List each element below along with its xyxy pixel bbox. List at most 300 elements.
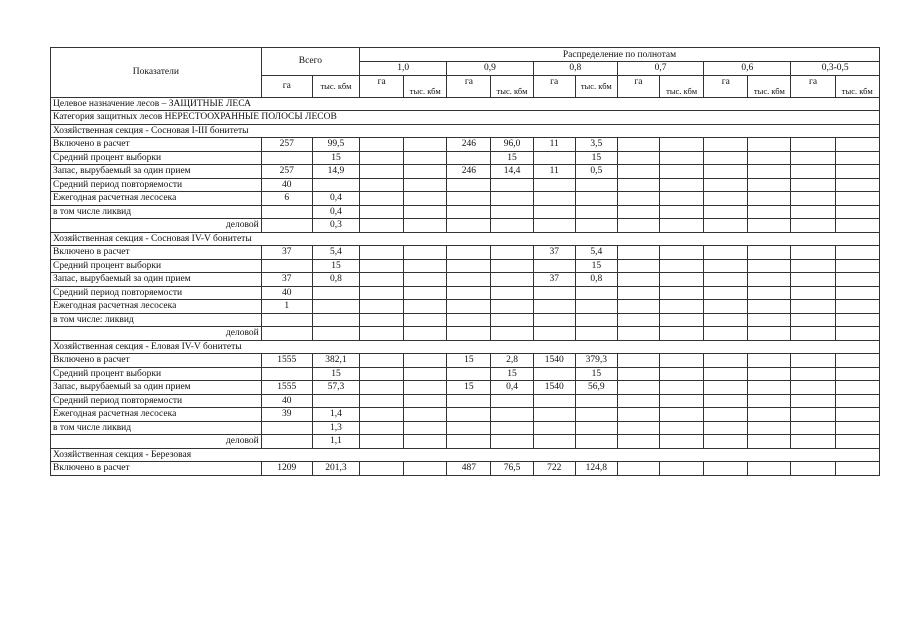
- cell-d08-ha: [533, 192, 575, 206]
- cell-total-vol: 1,3: [312, 421, 359, 435]
- cell-d06-ha: [704, 381, 748, 395]
- cell-d06-vol: [748, 300, 791, 314]
- header-total: Всего: [261, 48, 359, 76]
- cell-d06-ha: [704, 219, 748, 233]
- section-title-row: [51, 340, 880, 354]
- cell-d06-vol: [748, 367, 791, 381]
- cell-d03-ha: [791, 313, 835, 327]
- cell-d09-vol: [491, 286, 533, 300]
- cell-total-vol: 1,4: [312, 408, 359, 422]
- cell-d06-ha: [704, 367, 748, 381]
- header-ha: га: [791, 75, 835, 97]
- cell-d10-ha: [360, 462, 404, 476]
- row-label: Ежегодная расчетная лесосека: [51, 192, 262, 206]
- cell-d03-vol: [835, 219, 879, 233]
- cell-d09-ha: 246: [447, 138, 491, 152]
- table-row: [51, 462, 880, 476]
- cell-d09-vol: 76,5: [491, 462, 533, 476]
- row-label: Включено в расчет: [51, 138, 262, 152]
- cell-d09-vol: [491, 394, 533, 408]
- table-row: [51, 138, 880, 152]
- cell-d03-ha: [791, 178, 835, 192]
- cell-d10-ha: [360, 192, 404, 206]
- cell-total-ha: 37: [261, 273, 312, 287]
- row-label: Запас, вырубаемый за один прием: [51, 273, 262, 287]
- cell-d10-vol: [404, 300, 447, 314]
- cell-d07-ha: [617, 435, 659, 449]
- cell-d07-ha: [617, 354, 659, 368]
- cell-d06-vol: [748, 286, 791, 300]
- cell-total-ha: 6: [261, 192, 312, 206]
- cell-d08-vol: 0,5: [575, 165, 617, 179]
- cell-d03-ha: [791, 354, 835, 368]
- cell-d06-ha: [704, 313, 748, 327]
- cell-total-ha: 40: [261, 394, 312, 408]
- cell-d09-vol: 15: [491, 367, 533, 381]
- cell-d09-vol: 14,4: [491, 165, 533, 179]
- cell-d08-vol: [575, 313, 617, 327]
- cell-d06-ha: [704, 462, 748, 476]
- cell-d08-vol: 3,5: [575, 138, 617, 152]
- cell-d07-vol: [660, 435, 704, 449]
- row-label: Средний процент выборки: [51, 151, 262, 165]
- cell-total-vol: 15: [312, 151, 359, 165]
- cell-d06-ha: [704, 273, 748, 287]
- cell-d07-vol: [660, 205, 704, 219]
- cell-d07-ha: [617, 313, 659, 327]
- row-label: Включено в расчет: [51, 246, 262, 260]
- cell-total-ha: [261, 313, 312, 327]
- cell-d08-ha: [533, 219, 575, 233]
- cell-total-ha: 1555: [261, 381, 312, 395]
- cell-d10-vol: [404, 192, 447, 206]
- table-row: [51, 286, 880, 300]
- cell-d07-vol: [660, 286, 704, 300]
- cell-d06-vol: [748, 462, 791, 476]
- cell-d07-vol: [660, 327, 704, 341]
- cell-d06-ha: [704, 138, 748, 152]
- cell-total-vol: 14,9: [312, 165, 359, 179]
- cell-d03-ha: [791, 151, 835, 165]
- section-title-row: [51, 232, 880, 246]
- header-total-volume: тыс. кбм: [312, 75, 359, 97]
- header-ha: га: [704, 75, 748, 97]
- cell-d08-vol: [575, 219, 617, 233]
- cell-d07-ha: [617, 178, 659, 192]
- forest-distribution-table: [50, 47, 880, 476]
- cell-d08-ha: [533, 408, 575, 422]
- cell-d06-vol: [748, 178, 791, 192]
- cell-total-vol: 0,4: [312, 205, 359, 219]
- row-label: Включено в расчет: [51, 462, 262, 476]
- cell-d08-vol: 0,8: [575, 273, 617, 287]
- cell-total-vol: 0,8: [312, 273, 359, 287]
- cell-d10-vol: [404, 354, 447, 368]
- header-density-03-05: 0,3-0,5: [791, 62, 880, 76]
- table-row: [51, 381, 880, 395]
- header-volume: тыс. кбм: [491, 75, 533, 97]
- cell-total-ha: 40: [261, 286, 312, 300]
- cell-d10-ha: [360, 313, 404, 327]
- cell-d10-ha: [360, 354, 404, 368]
- cell-d08-vol: [575, 286, 617, 300]
- header-ha: га: [617, 75, 659, 97]
- cell-d06-vol: [748, 408, 791, 422]
- cell-d03-ha: [791, 246, 835, 260]
- cell-d09-ha: [447, 394, 491, 408]
- cell-d06-vol: [748, 205, 791, 219]
- cell-total-vol: 15: [312, 367, 359, 381]
- cell-d07-vol: [660, 367, 704, 381]
- cell-total-ha: [261, 151, 312, 165]
- cell-d06-ha: [704, 421, 748, 435]
- cell-d08-ha: [533, 205, 575, 219]
- row-label: деловой: [51, 327, 262, 341]
- cell-d10-ha: [360, 421, 404, 435]
- cell-d09-ha: [447, 286, 491, 300]
- cell-d06-vol: [748, 151, 791, 165]
- cell-d03-ha: [791, 138, 835, 152]
- cell-d07-vol: [660, 151, 704, 165]
- cell-d08-ha: [533, 300, 575, 314]
- cell-d03-vol: [835, 381, 879, 395]
- cell-d08-ha: 37: [533, 246, 575, 260]
- row-label: деловой: [51, 219, 262, 233]
- cell-d08-vol: 15: [575, 259, 617, 273]
- cell-total-vol: 201,3: [312, 462, 359, 476]
- cell-d09-vol: [491, 435, 533, 449]
- cell-d10-ha: [360, 219, 404, 233]
- cell-d08-vol: [575, 408, 617, 422]
- cell-d08-ha: [533, 313, 575, 327]
- cell-d10-ha: [360, 394, 404, 408]
- cell-d03-ha: [791, 219, 835, 233]
- section-title-row: [51, 124, 880, 138]
- cell-d08-vol: [575, 178, 617, 192]
- row-label: Средний процент выборки: [51, 367, 262, 381]
- cell-d03-ha: [791, 273, 835, 287]
- cell-d07-ha: [617, 394, 659, 408]
- cell-d07-ha: [617, 408, 659, 422]
- cell-d03-vol: [835, 408, 879, 422]
- cell-d08-ha: 722: [533, 462, 575, 476]
- row-label: Запас, вырубаемый за один прием: [51, 165, 262, 179]
- cell-d09-ha: [447, 300, 491, 314]
- cell-d07-vol: [660, 381, 704, 395]
- table-row: [51, 300, 880, 314]
- cell-d10-ha: [360, 408, 404, 422]
- cell-d06-vol: [748, 219, 791, 233]
- cell-d08-vol: [575, 327, 617, 341]
- row-label: Средний период повторяемости: [51, 178, 262, 192]
- cell-d07-vol: [660, 178, 704, 192]
- cell-d07-vol: [660, 165, 704, 179]
- cell-d03-vol: [835, 327, 879, 341]
- cell-d09-vol: [491, 219, 533, 233]
- table-row: [51, 219, 880, 233]
- table-row: [51, 151, 880, 165]
- cell-d06-vol: [748, 273, 791, 287]
- cell-d03-ha: [791, 259, 835, 273]
- purpose-row: Целевое назначение лесов – ЗАЩИТНЫЕ ЛЕСА: [51, 97, 880, 111]
- cell-d03-vol: [835, 205, 879, 219]
- cell-total-ha: 39: [261, 408, 312, 422]
- cell-d06-vol: [748, 354, 791, 368]
- cell-d08-vol: 15: [575, 367, 617, 381]
- cell-d03-ha: [791, 394, 835, 408]
- cell-d07-vol: [660, 462, 704, 476]
- cell-d10-vol: [404, 367, 447, 381]
- cell-d10-vol: [404, 246, 447, 260]
- cell-d09-ha: [447, 178, 491, 192]
- cell-d09-ha: [447, 219, 491, 233]
- cell-d07-vol: [660, 138, 704, 152]
- cell-total-vol: 1,1: [312, 435, 359, 449]
- cell-d03-vol: [835, 462, 879, 476]
- cell-d06-vol: [748, 165, 791, 179]
- cell-d09-vol: 0,4: [491, 381, 533, 395]
- cell-d07-vol: [660, 408, 704, 422]
- cell-d08-vol: [575, 205, 617, 219]
- header-volume: тыс. кбм: [748, 75, 791, 97]
- table-body: [51, 48, 880, 476]
- cell-d07-ha: [617, 219, 659, 233]
- table-row: [51, 394, 880, 408]
- row-label: Средний период повторяемости: [51, 286, 262, 300]
- cell-d07-ha: [617, 286, 659, 300]
- cell-total-ha: [261, 259, 312, 273]
- section-title-row: [51, 448, 880, 462]
- cell-d10-ha: [360, 435, 404, 449]
- cell-d07-ha: [617, 381, 659, 395]
- cell-d07-vol: [660, 300, 704, 314]
- cell-d10-vol: [404, 219, 447, 233]
- cell-total-vol: 0,3: [312, 219, 359, 233]
- header-ha: га: [533, 75, 575, 97]
- cell-d03-ha: [791, 286, 835, 300]
- cell-d09-ha: [447, 435, 491, 449]
- cell-total-vol: [312, 394, 359, 408]
- cell-total-vol: [312, 313, 359, 327]
- cell-d10-ha: [360, 205, 404, 219]
- table-row: [51, 205, 880, 219]
- cell-d03-ha: [791, 205, 835, 219]
- cell-d07-vol: [660, 354, 704, 368]
- row-label: Включено в расчет: [51, 354, 262, 368]
- cell-d09-ha: [447, 273, 491, 287]
- cell-d03-ha: [791, 381, 835, 395]
- cell-d08-vol: 56,9: [575, 381, 617, 395]
- cell-d10-ha: [360, 151, 404, 165]
- cell-d10-vol: [404, 462, 447, 476]
- cell-d10-vol: [404, 394, 447, 408]
- section-title: Хозяйственная секция - Еловая IV-V бонитеты: [51, 340, 880, 354]
- cell-d08-ha: 11: [533, 138, 575, 152]
- cell-total-ha: [261, 205, 312, 219]
- cell-d09-vol: [491, 178, 533, 192]
- header-ha: га: [447, 75, 491, 97]
- cell-total-ha: [261, 367, 312, 381]
- table-row: [51, 192, 880, 206]
- cell-d08-vol: [575, 394, 617, 408]
- cell-total-vol: [312, 300, 359, 314]
- cell-d03-vol: [835, 421, 879, 435]
- cell-d06-vol: [748, 259, 791, 273]
- cell-d07-ha: [617, 300, 659, 314]
- row-label: деловой: [51, 435, 262, 449]
- cell-d09-ha: [447, 421, 491, 435]
- cell-d08-ha: [533, 286, 575, 300]
- cell-d03-ha: [791, 192, 835, 206]
- cell-d07-vol: [660, 246, 704, 260]
- cell-d06-ha: [704, 205, 748, 219]
- table-row: [51, 178, 880, 192]
- cell-d09-ha: [447, 313, 491, 327]
- cell-d06-vol: [748, 246, 791, 260]
- cell-d09-ha: [447, 259, 491, 273]
- cell-d06-ha: [704, 192, 748, 206]
- cell-d10-vol: [404, 435, 447, 449]
- cell-d03-vol: [835, 192, 879, 206]
- row-label: Запас, вырубаемый за один прием: [51, 381, 262, 395]
- cell-total-vol: [312, 286, 359, 300]
- cell-total-ha: 257: [261, 138, 312, 152]
- cell-d03-ha: [791, 327, 835, 341]
- header-volume: тыс. кбм: [575, 75, 617, 97]
- cell-d03-vol: [835, 273, 879, 287]
- cell-d08-ha: [533, 151, 575, 165]
- table-row: [51, 367, 880, 381]
- cell-d07-vol: [660, 273, 704, 287]
- cell-d10-ha: [360, 138, 404, 152]
- cell-d07-ha: [617, 259, 659, 273]
- cell-d10-ha: [360, 367, 404, 381]
- cell-d09-ha: [447, 327, 491, 341]
- cell-d10-vol: [404, 327, 447, 341]
- cell-d09-ha: [447, 367, 491, 381]
- cell-d08-ha: 11: [533, 165, 575, 179]
- cell-d09-vol: [491, 192, 533, 206]
- cell-d03-ha: [791, 300, 835, 314]
- cell-d07-vol: [660, 192, 704, 206]
- cell-d10-vol: [404, 273, 447, 287]
- cell-d06-vol: [748, 394, 791, 408]
- cell-d07-vol: [660, 421, 704, 435]
- cell-d10-vol: [404, 178, 447, 192]
- cell-d08-ha: [533, 435, 575, 449]
- row-label: в том числе ликвид: [51, 205, 262, 219]
- cell-d08-vol: 15: [575, 151, 617, 165]
- cell-total-ha: [261, 327, 312, 341]
- cell-d06-vol: [748, 381, 791, 395]
- row-label: Ежегодная расчетная лесосека: [51, 300, 262, 314]
- cell-d07-ha: [617, 421, 659, 435]
- cell-d06-ha: [704, 286, 748, 300]
- cell-d08-ha: [533, 178, 575, 192]
- cell-d06-ha: [704, 408, 748, 422]
- cell-d03-ha: [791, 408, 835, 422]
- header-distribution: Распределение по полнотам: [360, 48, 880, 62]
- cell-d08-vol: 124,8: [575, 462, 617, 476]
- cell-total-vol: 99,5: [312, 138, 359, 152]
- cell-d10-ha: [360, 381, 404, 395]
- row-label: в том числе ликвид: [51, 421, 262, 435]
- row-label: Средний период повторяемости: [51, 394, 262, 408]
- cell-d08-vol: [575, 300, 617, 314]
- cell-d07-ha: [617, 246, 659, 260]
- cell-d09-ha: 15: [447, 354, 491, 368]
- cell-d08-ha: [533, 421, 575, 435]
- table-row: [51, 259, 880, 273]
- cell-d10-ha: [360, 286, 404, 300]
- cell-d10-vol: [404, 408, 447, 422]
- cell-d06-ha: [704, 354, 748, 368]
- cell-d09-vol: [491, 205, 533, 219]
- cell-d10-vol: [404, 205, 447, 219]
- cell-d03-ha: [791, 421, 835, 435]
- cell-d10-ha: [360, 273, 404, 287]
- category-row: Категория защитных лесов НЕРЕСТООХРАННЫЕ ПОЛОСЫ ЛЕСОВ: [51, 111, 880, 125]
- cell-d07-ha: [617, 273, 659, 287]
- cell-d09-ha: 487: [447, 462, 491, 476]
- cell-total-ha: [261, 421, 312, 435]
- cell-d07-ha: [617, 138, 659, 152]
- cell-d10-ha: [360, 327, 404, 341]
- cell-d10-ha: [360, 259, 404, 273]
- cell-d09-vol: [491, 408, 533, 422]
- cell-d08-vol: [575, 421, 617, 435]
- header-density-08: 0,8: [533, 62, 617, 76]
- cell-d10-vol: [404, 138, 447, 152]
- cell-d08-ha: [533, 367, 575, 381]
- cell-d07-ha: [617, 165, 659, 179]
- cell-d09-vol: [491, 246, 533, 260]
- cell-d06-vol: [748, 327, 791, 341]
- cell-d06-vol: [748, 435, 791, 449]
- cell-d03-ha: [791, 435, 835, 449]
- cell-total-vol: 0,4: [312, 192, 359, 206]
- cell-d06-ha: [704, 394, 748, 408]
- cell-d07-ha: [617, 192, 659, 206]
- cell-d08-ha: [533, 394, 575, 408]
- header-volume: тыс. кбм: [660, 75, 704, 97]
- cell-total-ha: 1209: [261, 462, 312, 476]
- cell-d10-vol: [404, 165, 447, 179]
- cell-d07-ha: [617, 367, 659, 381]
- cell-d09-vol: [491, 327, 533, 341]
- cell-d07-ha: [617, 151, 659, 165]
- cell-d06-vol: [748, 192, 791, 206]
- cell-d09-ha: [447, 408, 491, 422]
- cell-d10-vol: [404, 421, 447, 435]
- table-row: [51, 408, 880, 422]
- cell-d10-vol: [404, 381, 447, 395]
- cell-d06-vol: [748, 421, 791, 435]
- cell-d06-ha: [704, 259, 748, 273]
- cell-total-vol: 5,4: [312, 246, 359, 260]
- header-indicators: Показатели: [51, 48, 262, 98]
- cell-d08-ha: [533, 259, 575, 273]
- cell-d10-ha: [360, 165, 404, 179]
- header-density-09: 0,9: [447, 62, 533, 76]
- table-row: [51, 421, 880, 435]
- cell-d03-vol: [835, 435, 879, 449]
- cell-total-vol: 382,1: [312, 354, 359, 368]
- cell-d10-vol: [404, 313, 447, 327]
- cell-total-ha: 1: [261, 300, 312, 314]
- cell-d09-vol: [491, 313, 533, 327]
- header-total-ha: га: [261, 75, 312, 97]
